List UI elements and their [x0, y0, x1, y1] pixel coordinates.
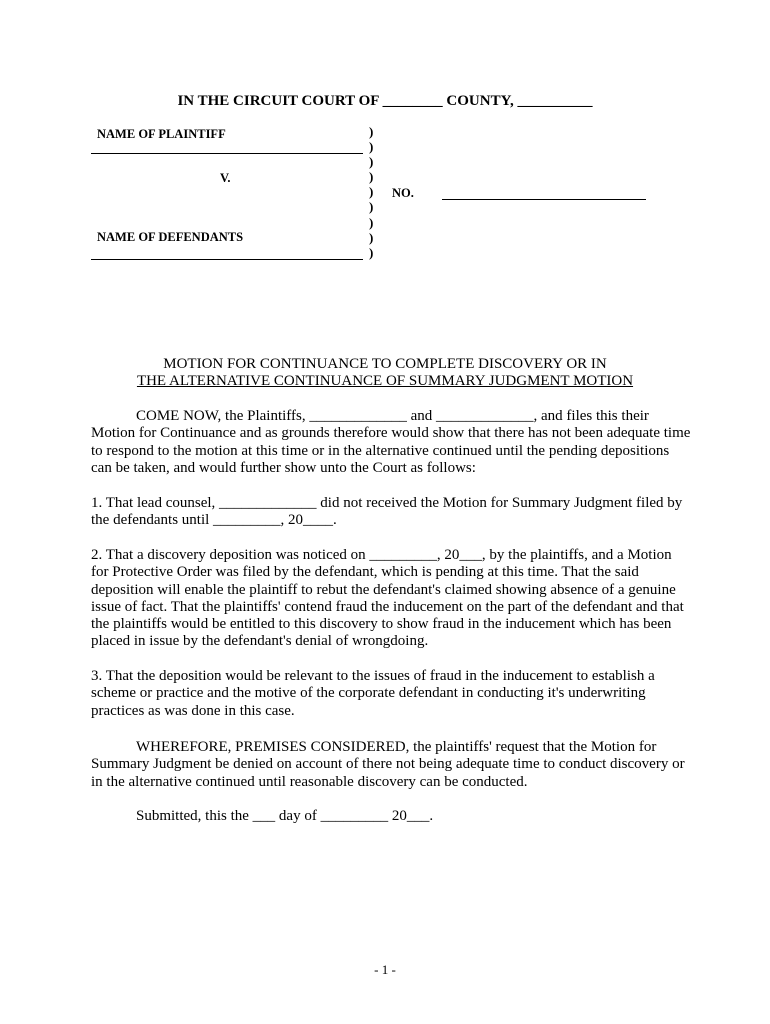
wherefore-text: WHEREFORE, PREMISES CONSIDERED, the plaintiffs' request that the Motion for Summary Judgment be denied on account of there not being adequate time to conduct discovery or in the alternative continued until reasonable discovery can be conducted. [91, 739, 685, 790]
plaintiff-label: NAME OF PLAINTIFF [97, 127, 226, 141]
motion-title-line1: MOTION FOR CONTINUANCE TO COMPLETE DISCOVERY OR IN [163, 356, 607, 372]
item-1-text: 1. That lead counsel, _____________ did not received the Motion for Summary Judgment filed by the defendants until _________, 20____. [91, 495, 683, 529]
submitted-text: Submitted, this the ___ day of _________ 20___. [136, 808, 434, 824]
defendant-signature-line [91, 259, 363, 260]
item-1-paragraph [91, 495, 691, 530]
page-number: - 1 - [374, 962, 396, 977]
item-3-text: 3. That the deposition would be relevant to the issues of fraud in the inducement to establish a scheme or practice and the motive of the corporate defendant in conducting it's underwriting practices as was done in this case. [91, 668, 655, 719]
defendant-label: NAME OF DEFENDANTS [97, 230, 244, 244]
motion-title-line2 [0, 373, 770, 390]
motion-title-line2-text: THE ALTERNATIVE CONTINUANCE OF SUMMARY JUDGMENT MOTION [136, 373, 634, 389]
intro-text: COME NOW, the Plaintiffs, _____________ and _____________, and files this their Motion for Continuance and as grounds therefore would show that there has not been adequate time to respond to the motion at this time or in the alternative continued until the pending depositions can be taken, and would further show unto the Court as follows: [91, 408, 691, 476]
intro-paragraph [91, 408, 691, 477]
wherefore-paragraph [91, 739, 691, 791]
case-number-line [442, 199, 646, 200]
court-title: IN THE CIRCUIT COURT OF ________ COUNTY, __________ [177, 93, 593, 109]
submitted-paragraph [91, 808, 691, 825]
caption-parentheses: ) ) ) ) ) ) ) ) ) [369, 124, 374, 260]
item-3-paragraph [91, 668, 691, 720]
plaintiff-signature-line [91, 153, 363, 154]
case-number-label: NO. [392, 186, 414, 200]
item-2-text: 2. That a discovery deposition was noticed on _________, 20___, by the plaintiffs, and a Motion for Protective Order was filed by the defendant, which is pending at this time. That the said deposition will enable the plaintiff to rebut the defendant's claimed showing absence of a genuine issue of fact. That the plaintiffs' contend fraud the inducement on the part of the defendant and that the plaintiffs would be entitled to this discovery to show fraud in the inducement which has been placed in issue by the defendant's denial of wrongdoing. [91, 547, 684, 650]
item-2-paragraph [91, 547, 691, 651]
versus-label: V. [220, 171, 231, 185]
